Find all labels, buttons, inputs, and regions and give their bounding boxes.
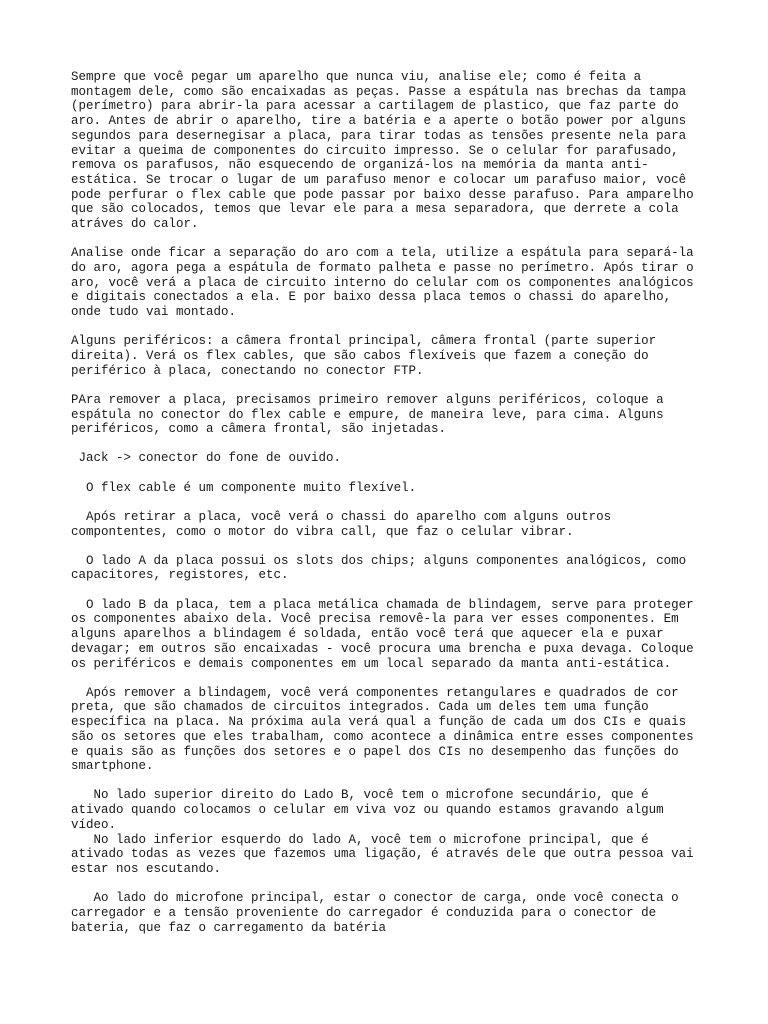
paragraph-frame-separation: Analise onde ficar a separação do aro com a tela, utilize a espátula para separá-la do aro, agora pega a espátula de formato palheta e passe no perímetro. Após tirar o aro, você verá a placa de circuito interno do celular com os componentes analógicos e digitais conectados a ela. E por baixo dessa placa temos o chassi do aparelho, onde tudo vai montado. bbox=[71, 246, 694, 320]
paragraph-chassis: Após retirar a placa, você verá o chassi do aparelho com alguns outros compontentes, como o motor do vibra call, que faz o celular vibrar. bbox=[71, 509, 612, 539]
paragraph-jack: Jack -> conector do fone de ouvido. bbox=[71, 451, 342, 466]
paragraph-side-b-shielding: O lado B da placa, tem a placa metálica chamada de blindagem, serve para proteger os componentes abaixo dela. Você precisa removê-la para ver esses componentes. Em alguns aparelhos a blindagem é soldada, então você terá que aquecer ela e puxar devagar; em outros são encaixadas - você procura uma brencha e puxa devaga. Coloque os periféricos e demais componentes em um local separado da manta anti-estática. bbox=[71, 597, 694, 671]
paragraph-charging-connector: Ao lado do microfone principal, estar o conector de carga, onde você conecta o carregador e a tensão proveniente do carregador é conduzida para o conector de bateria, que faz o carregamento da batéria bbox=[71, 891, 679, 935]
paragraph-remove-board: PAra remover a placa, precisamos primeiro remover alguns periféricos, coloque a espátula no conector do flex cable e empure, de maneira leve, para cima. Alguns periféricos, como a câmera frontal, são injetadas. bbox=[71, 392, 664, 437]
paragraph-integrated-circuits: Após remover a blindagem, você verá componentes retangulares e quadrados de cor preta, que são chamados de circuitos integrados. Cada um deles tem uma função específica na placa. Na próxima aula verá qual a função de cada um dos CIs e quais são os setores que eles trabalham, como acontece a dinâmica entre esses componentes e quais são as funções dos setores e o papel dos CIs no desempenho das funções do smartphone. bbox=[71, 685, 694, 774]
paragraph-secondary-microphone: No lado superior direito do Lado B, você tem o microfone secundário, que é ativado quando colocamos o celular em viva voz ou quando estamos gravando algum vídeo. bbox=[71, 788, 664, 832]
paragraph-main-microphone: No lado inferior esquerdo do lado A, você tem o microfone principal, que é ativado todas as vezes que fazemos uma ligação, é através dele que outra pessoa vai estar nos escutando. bbox=[71, 832, 694, 876]
paragraph-side-a: O lado A da placa possui os slots dos chips; alguns componentes analógicos, como capacitores, registores, etc. bbox=[71, 553, 687, 583]
paragraph-opening-device: Sempre que você pegar um aparelho que nunca viu, analise ele; como é feita a montagem dele, como são encaixadas as peças. Passe a espátula nas brechas da tampa (perímetro) para abrir-la para acessar a cartilagem de plastico, que faz parte do aro. Antes de abrir o aparelho, tire a batéria e a aperte o botão power por alguns segundos para desernegisar a placa, para tirar todas as tensões presente nela para evitar a queima de componentes do circuito impresso. Se o celular for parafusado, remova os parafusos, não esquecendo de organizá-los na memória da manta anti- estática. Se trocar o lugar de um parafuso menor e colocar um parafuso maior, você pode perfurar o flex cable que pode passar por baixo desse parafuso. Para amparelho que são colocados, temos que levar ele para a mesa separadora, que derrete a cola atráves do calor. bbox=[71, 70, 694, 232]
paragraph-peripherals: Alguns periféricos: a câmera frontal principal, câmera frontal (parte superior direita). Verá os flex cables, que são cabos flexíveis que fazem a coneção do periférico à placa, conectando no conector FTP. bbox=[71, 334, 657, 378]
paragraph-flex-cable: O flex cable é um componente muito flexível. bbox=[71, 480, 417, 495]
